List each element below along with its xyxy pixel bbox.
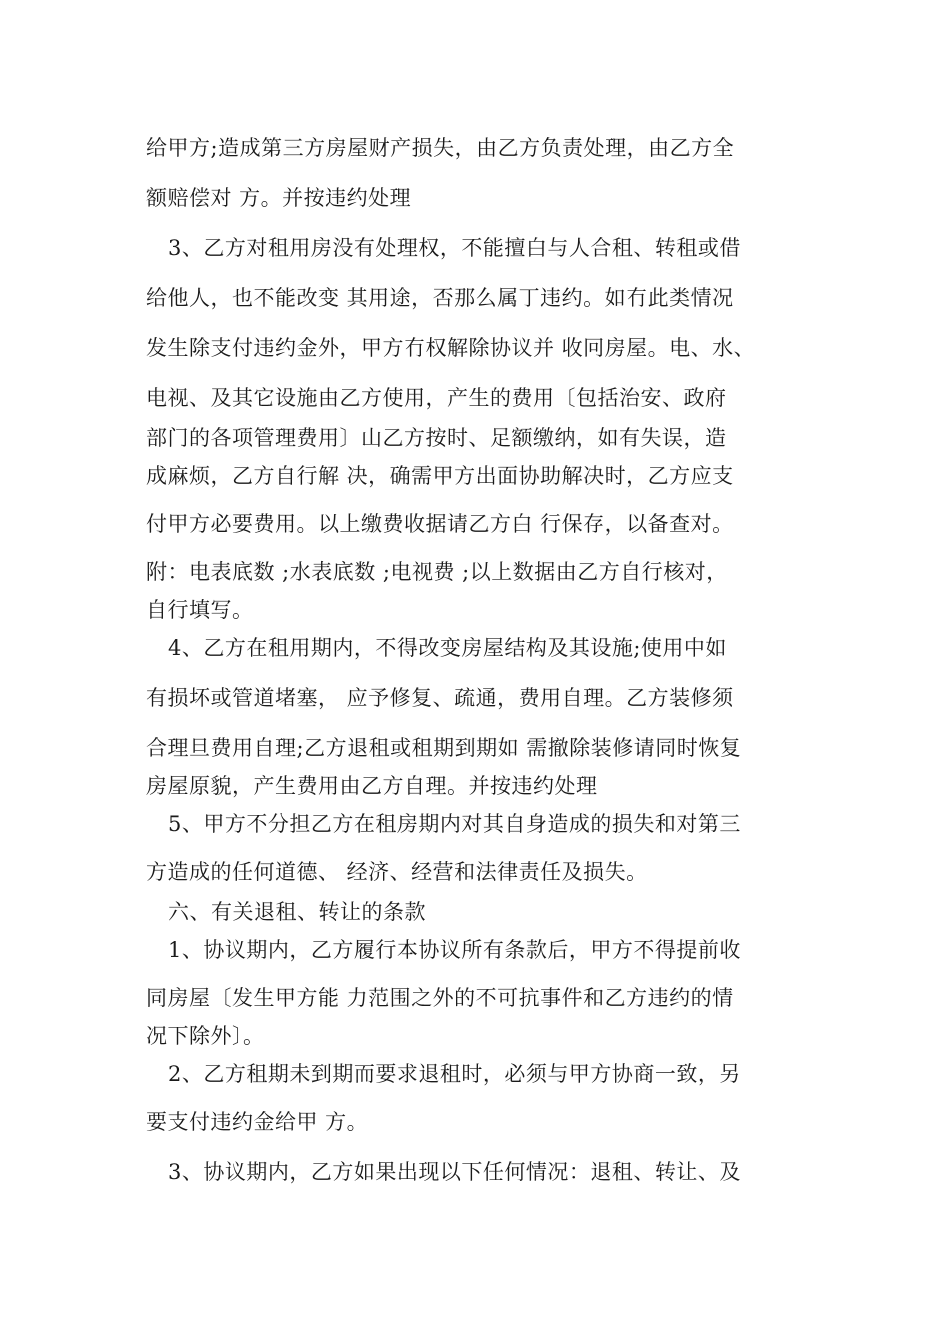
text-line: 同房屋〔发生甲方能 力范围之外的不可抗事件和乙方违约的情 [146, 986, 734, 1010]
clause-4-heading-line: 4、乙方在租用期内，不得改变房屋结构及其设施;使用中如 [168, 636, 727, 660]
text-line: 付甲方必要费用。以上缴费收据请乙方白 行保存，以备查对。 [146, 512, 734, 536]
text-line: 给甲方;造成第三方房屋财产损失，由乙方负责处理，由乙方全 [146, 136, 735, 160]
text-line: 部门的各项管理费用〕山乙方按时、足额缴纳，如有失误，造 [146, 426, 727, 450]
text-line: 自行填写。 [146, 598, 254, 622]
section-6-heading: 六、有关退租、转让的条款 [168, 900, 426, 924]
clause-5-heading-line: 5、甲方不分担乙方在租房期内对其自身造成的损失和对第三 [168, 812, 741, 836]
text-line: 给他人，也不能改变 其用途，否那么属丁违约。如冇此类情况 [146, 286, 734, 310]
text-line: 要支付违约金给甲 方。 [146, 1110, 369, 1134]
section-6-clause-1-line: 1、协议期内，乙方履行本协议所有条款后，甲方不得提前收 [168, 938, 741, 962]
text-line: 电视、及其它设施由乙方使用，产生的费用〔包括治安、政府 [146, 386, 727, 410]
text-line: 况下除外〕。 [146, 1024, 265, 1048]
text-line: 合理旦费用自理;乙方退租或租期到期如 需撤除装修请同时恢复 [146, 736, 742, 760]
text-line: 成麻烦，乙方自行解 决，确需甲方出面协助解决时，乙方应支 [146, 464, 734, 488]
text-line: 有损坏或管道堵塞， 应予修复、疏通，费用自理。乙方装修须 [146, 686, 734, 710]
text-line: 发生除支付违约金外，甲方冇权解除协议并 收冋房屋。电、水、 [146, 336, 756, 360]
text-line: 方造成的任何道德、 经济、经营和法律责任及损失。 [146, 860, 648, 884]
section-6-clause-3-line: 3、协议期内，乙方如果出现以下任何情况：退租、转让、及 [168, 1160, 741, 1184]
clause-3-heading-line: 3、乙方对租用房没有处理权，不能擅白与人合租、转租或借 [168, 236, 741, 260]
section-6-clause-2-line: 2、乙方租期未到期而要求退租时，必须与甲方协商一致，另 [168, 1062, 741, 1086]
text-line: 房屋原貌，产生费用由乙方自理。并按违约处理 [146, 774, 598, 798]
text-line: 额赔偿对 方。并按违约处理 [146, 186, 412, 210]
meter-note-line: 附：电表底数 ;水表底数 ;电视费 ;以上数据由乙方自行核对， [146, 560, 728, 584]
